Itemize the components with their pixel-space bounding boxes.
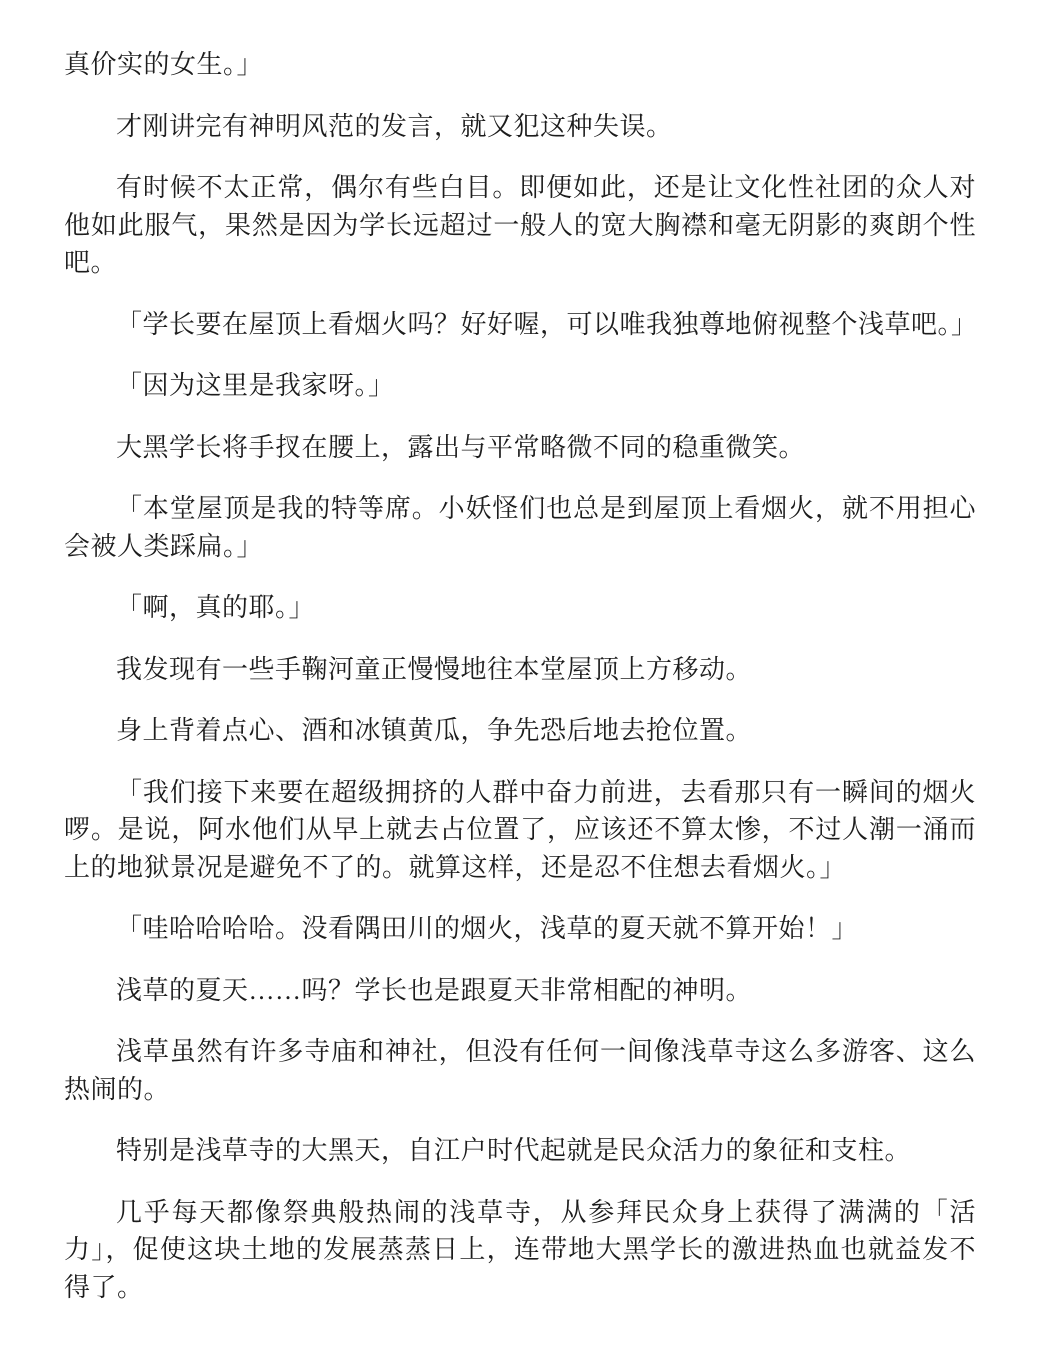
paragraph: 「因为这里是我家呀。」: [116, 371, 395, 400]
paragraph: 特别是浅草寺的大黑天，自江户时代起就是民众活力的象征和支柱。: [116, 1136, 912, 1165]
paragraph: 浅草虽然有许多寺庙和神社，但没有任何一间像浅草寺这么多游客、这么热闹的。: [64, 1037, 976, 1104]
paragraph: 「我们接下来要在超级拥挤的人群中奋力前进，去看那只有一瞬间的烟火啰。是说，阿水他们从早上就去占位置了，应该还不算太惨，不过人潮一涌而上的地狱景况是避免不了的。就算这样，还是忍不住想去看烟火。」: [64, 777, 976, 882]
paragraph: 真价实的女生。」: [64, 50, 264, 79]
paragraph: 「本堂屋顶是我的特等席。小妖怪们也总是到屋顶上看烟火，就不用担心会被人类踩扁。」: [64, 494, 976, 561]
paragraph: 几乎每天都像祭典般热闹的浅草寺，从参拜民众身上获得了满满的「活力」，促使这块土地的发展蒸蒸日上，连带地大黑学长的激进热血也就益发不得了。: [64, 1197, 976, 1302]
paragraph: 浅草的夏天……吗？学长也是跟夏天非常相配的神明。: [116, 975, 753, 1005]
page-text-content: [64, 46, 976, 1306]
paragraph: 才刚讲完有神明风范的发言，就又犯这种失误。: [116, 111, 673, 141]
paragraph: 我发现有一些手鞠河童正慢慢地往本堂屋顶上方移动。: [116, 654, 753, 684]
paragraph: 「哇哈哈哈哈。没看隅田川的烟火，浅草的夏天就不算开始！」: [116, 914, 859, 943]
paragraph: 大黑学长将手扠在腰上，露出与平常略微不同的稳重微笑。: [116, 432, 806, 462]
paragraph: 有时候不太正常，偶尔有些白目。即便如此，还是让文化性社团的众人对他如此服气，果然是因为学长远超过一般人的宽大胸襟和毫无阴影的爽朗个性吧。: [64, 173, 976, 277]
paragraph: 身上背着点心、酒和冰镇黄瓜，争先恐后地去抢位置。: [116, 716, 753, 745]
paragraph: 「学长要在屋顶上看烟火吗？好好喔，可以唯我独尊地俯视整个浅草吧。」: [116, 309, 978, 339]
paragraph: 「啊，真的耶。」: [116, 593, 316, 622]
